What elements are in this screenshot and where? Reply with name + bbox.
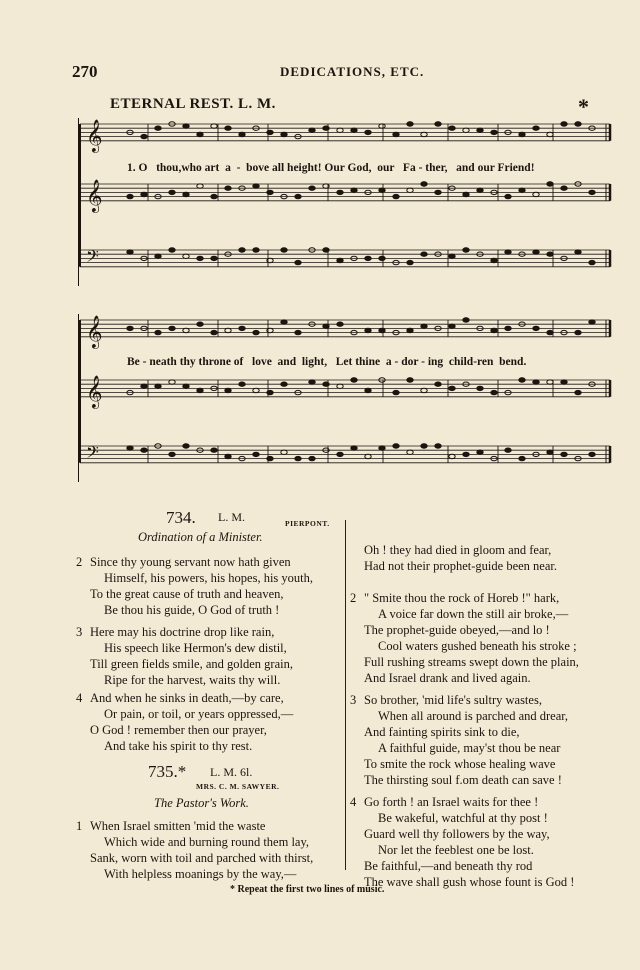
note [141, 448, 147, 452]
note [463, 192, 469, 196]
note [309, 456, 315, 460]
lyrics-line-1: 1. O thou,who art a - bove all height! Our God, our Fa - ther, and our Friend! [127, 162, 535, 174]
note [337, 258, 343, 262]
verse-line: To the great cause of truth and heaven, [90, 587, 284, 601]
verse-line: The thirsting soul f.om death can save ! [364, 773, 562, 787]
hymn-734-number: 734. [166, 508, 196, 527]
note [281, 320, 287, 324]
verse-line: Oh ! they had died in gloom and fear, [364, 543, 552, 557]
note [547, 132, 553, 136]
hymn-735-number: 735.* [148, 762, 187, 781]
verse-line: Or pain, or toil, or years oppressed,— [104, 707, 294, 721]
note [421, 324, 427, 328]
note [127, 250, 133, 254]
verse-line: His speech like Hermon's dew distil, [104, 641, 287, 655]
note [323, 324, 329, 328]
note [309, 128, 315, 132]
music-system-2 [78, 314, 614, 482]
verse-line: A voice far down the still air broke,— [378, 607, 569, 621]
staff [80, 315, 610, 349]
verse-line: And Israel drank and lived again. [364, 671, 531, 685]
verse-number: 1 [76, 819, 83, 833]
note [197, 132, 203, 136]
page-number: 270 [72, 62, 98, 81]
note [169, 380, 175, 384]
note [267, 390, 273, 394]
note [421, 252, 427, 256]
note [379, 256, 385, 260]
note [533, 126, 539, 130]
note [575, 250, 581, 254]
note [547, 252, 553, 256]
note [519, 456, 525, 460]
hymn-734-verse-2 [76, 554, 313, 618]
verse-line: And when he sinks in death,—by care, [90, 691, 284, 705]
verse-line: " Smite thou the rock of Horeb !" hark, [364, 591, 560, 605]
verse-line: And take his spirit to thy rest. [104, 739, 253, 753]
note [533, 326, 539, 330]
verse-number: 2 [350, 591, 357, 605]
note [127, 446, 133, 450]
note [575, 122, 581, 126]
note [505, 194, 511, 198]
note [183, 124, 189, 128]
column-divider [345, 520, 346, 870]
note [547, 182, 553, 186]
hymn-735-meter: L. M. 6l. [210, 765, 253, 779]
svg-text:𝄞: 𝄞 [86, 118, 103, 152]
note [211, 448, 217, 452]
note [169, 452, 175, 456]
hymn-735-verse-2 [350, 590, 579, 686]
note [225, 454, 231, 458]
svg-text:𝄞: 𝄞 [86, 178, 103, 212]
staff [80, 375, 610, 409]
note [435, 444, 441, 448]
note [155, 254, 161, 258]
note [561, 452, 567, 456]
note [379, 328, 385, 332]
hymn-734-subtitle: Ordination of a Minister. [138, 530, 263, 544]
note [421, 444, 427, 448]
note [379, 446, 385, 450]
note [351, 378, 357, 382]
note [435, 190, 441, 194]
note [407, 260, 413, 264]
verse-number: 3 [350, 693, 357, 707]
svg-text:𝄞: 𝄞 [86, 314, 103, 348]
note [393, 444, 399, 448]
note [267, 456, 273, 460]
note [421, 132, 427, 136]
verse-line: So brother, 'mid life's sultry wastes, [364, 693, 542, 707]
hymn-734-meter: L. M. [218, 510, 245, 524]
note [267, 130, 273, 134]
note [183, 384, 189, 388]
note [463, 248, 469, 252]
note [393, 132, 399, 136]
note [505, 326, 511, 330]
note [141, 134, 147, 138]
note [253, 452, 259, 456]
note [519, 132, 525, 136]
note [295, 194, 301, 198]
note [589, 190, 595, 194]
note [337, 190, 343, 194]
note [519, 378, 525, 382]
note [295, 260, 301, 264]
verse-number: 2 [76, 555, 83, 569]
note [379, 124, 385, 128]
note [323, 126, 329, 130]
note [589, 260, 595, 264]
note [141, 192, 147, 196]
note [127, 194, 133, 198]
note [225, 328, 231, 332]
verse-line: And fainting spirits sink to die, [364, 725, 520, 739]
note [449, 386, 455, 390]
note [155, 384, 161, 388]
note [197, 388, 203, 392]
note [365, 328, 371, 332]
verse-line: Ripe for the harvest, waits thy will. [104, 673, 281, 687]
note [211, 124, 217, 128]
note [351, 188, 357, 192]
note [169, 190, 175, 194]
note [281, 450, 287, 454]
note [225, 388, 231, 392]
verse-line: Till green fields smile, and golden grain, [90, 657, 293, 671]
note [449, 126, 455, 130]
note [337, 384, 343, 388]
note [127, 326, 133, 330]
note [407, 328, 413, 332]
note [365, 256, 371, 260]
hymn-735-verse-3 [350, 692, 568, 788]
verse-number: 3 [76, 625, 83, 639]
note [253, 248, 259, 252]
note [183, 192, 189, 196]
note [421, 182, 427, 186]
note [225, 186, 231, 190]
hymn-735-composer: MRS. C. M. SAWYER. [196, 782, 280, 791]
verse-line: Be wakeful, watchful at thy post ! [378, 811, 548, 825]
verse-line: When Israel smitten 'mid the waste [90, 819, 266, 833]
verse-line: Be thou his guide, O God of truth ! [104, 603, 280, 617]
note [575, 390, 581, 394]
note [323, 248, 329, 252]
verse-line: The wave shall gush whose fount is God ! [364, 875, 575, 889]
staff [80, 246, 610, 270]
verse-line: Go forth ! an Israel waits for thee ! [364, 795, 539, 809]
note [491, 390, 497, 394]
note [239, 382, 245, 386]
note [211, 194, 217, 198]
note [561, 122, 567, 126]
verse-line: A faithful guide, may'st thou be near [378, 741, 561, 755]
note [323, 382, 329, 386]
note [267, 190, 273, 194]
note [463, 318, 469, 322]
hymn-735-verse-4 [350, 794, 574, 890]
note [491, 130, 497, 134]
note [169, 248, 175, 252]
verse-number: 4 [76, 691, 83, 705]
note [295, 330, 301, 334]
note [533, 250, 539, 254]
note [141, 384, 147, 388]
verse-line: When all around is parched and drear, [378, 709, 569, 723]
hymn-735-verse-1 [76, 818, 313, 882]
note [309, 186, 315, 190]
note [491, 328, 497, 332]
verse-line: Cool waters gushed beneath his stroke ; [378, 639, 577, 653]
note [463, 452, 469, 456]
note [435, 382, 441, 386]
note [211, 330, 217, 334]
note [547, 450, 553, 454]
note [435, 122, 441, 126]
note [547, 330, 553, 334]
note [407, 450, 413, 454]
note [253, 330, 259, 334]
verse-line: Had not their prophet-guide been near. [364, 559, 557, 573]
verse-line: Which wide and burning round them lay, [104, 835, 310, 849]
note [337, 322, 343, 326]
note [477, 450, 483, 454]
note [309, 380, 315, 384]
note [407, 122, 413, 126]
verse-line: With helpless moanings by the way,— [104, 867, 297, 881]
note [239, 326, 245, 330]
note [183, 444, 189, 448]
hymn-735-verse-1-cont [350, 542, 557, 574]
note [491, 258, 497, 262]
verse-line: Nor let the feeblest one be lost. [378, 843, 534, 857]
staff [80, 442, 610, 466]
note [533, 380, 539, 384]
note [281, 248, 287, 252]
note [183, 254, 189, 258]
hymn-734-verse-4 [76, 690, 293, 754]
note [295, 456, 301, 460]
verse-line: Himself, his powers, his hopes, his youth, [104, 571, 314, 585]
note [477, 188, 483, 192]
hymn-735-subtitle: The Pastor's Work. [154, 796, 249, 810]
note [365, 130, 371, 134]
note [379, 188, 385, 192]
hymn-734-verse-3 [76, 624, 293, 688]
note [449, 324, 455, 328]
note [589, 320, 595, 324]
note [561, 186, 567, 190]
note [253, 388, 259, 392]
lyrics-line-2: Be - neath thy throne of love and light, Let thine a - dor - ing child-ren bend. [127, 356, 527, 368]
note [533, 192, 539, 196]
note [169, 326, 175, 330]
verse-line: Full rushing streams swept down the plain, [364, 655, 579, 669]
note [281, 382, 287, 386]
verse-line: To smite the rock whose healing wave [364, 757, 556, 771]
note [449, 454, 455, 458]
note [337, 452, 343, 456]
tune-asterisk: * [578, 94, 589, 119]
note [519, 188, 525, 192]
note [547, 380, 553, 384]
note [407, 378, 413, 382]
verse-line: The prophet-guide obeyed,—and lo ! [364, 623, 550, 637]
verse-line: Be faithful,—and beneath thy rod [364, 859, 533, 873]
note [197, 322, 203, 326]
verse-number: 4 [350, 795, 357, 809]
note [253, 184, 259, 188]
note [449, 254, 455, 258]
note [365, 388, 371, 392]
note [589, 452, 595, 456]
note [477, 386, 483, 390]
verse-line: Here may his doctrine drop like rain, [90, 625, 275, 639]
verse-line: Guard well thy followers by the way, [364, 827, 550, 841]
tune-title: ETERNAL REST. L. M. [110, 96, 276, 112]
note [211, 256, 217, 260]
note [351, 446, 357, 450]
note [421, 388, 427, 392]
note [463, 128, 469, 132]
staff [80, 179, 610, 213]
note [365, 454, 371, 458]
note [505, 250, 511, 254]
note [393, 390, 399, 394]
note [239, 248, 245, 252]
svg-text:𝄞: 𝄞 [86, 374, 103, 408]
note [197, 256, 203, 260]
hymn-734-composer: PIERPONT. [285, 519, 330, 528]
footnote: * Repeat the first two lines of music. [230, 884, 385, 895]
note [239, 132, 245, 136]
running-header: DEDICATIONS, ETC. [280, 64, 425, 79]
verse-line: Sank, worn with toil and parched with thirst, [90, 851, 314, 865]
note [337, 128, 343, 132]
note [505, 448, 511, 452]
note [351, 128, 357, 132]
note [393, 194, 399, 198]
note [575, 330, 581, 334]
verse-line: Since thy young servant now hath given [90, 555, 291, 569]
music-system-1 [78, 118, 614, 286]
note [225, 126, 231, 130]
note [197, 184, 203, 188]
note [183, 328, 189, 332]
svg-text:𝄢: 𝄢 [86, 441, 99, 466]
note [155, 330, 161, 334]
note [281, 132, 287, 136]
note [155, 126, 161, 130]
staff [80, 119, 610, 153]
note [407, 188, 413, 192]
verse-line: O God ! remember then our prayer, [90, 723, 267, 737]
svg-text:𝄢: 𝄢 [86, 245, 99, 270]
note [561, 380, 567, 384]
note [477, 128, 483, 132]
